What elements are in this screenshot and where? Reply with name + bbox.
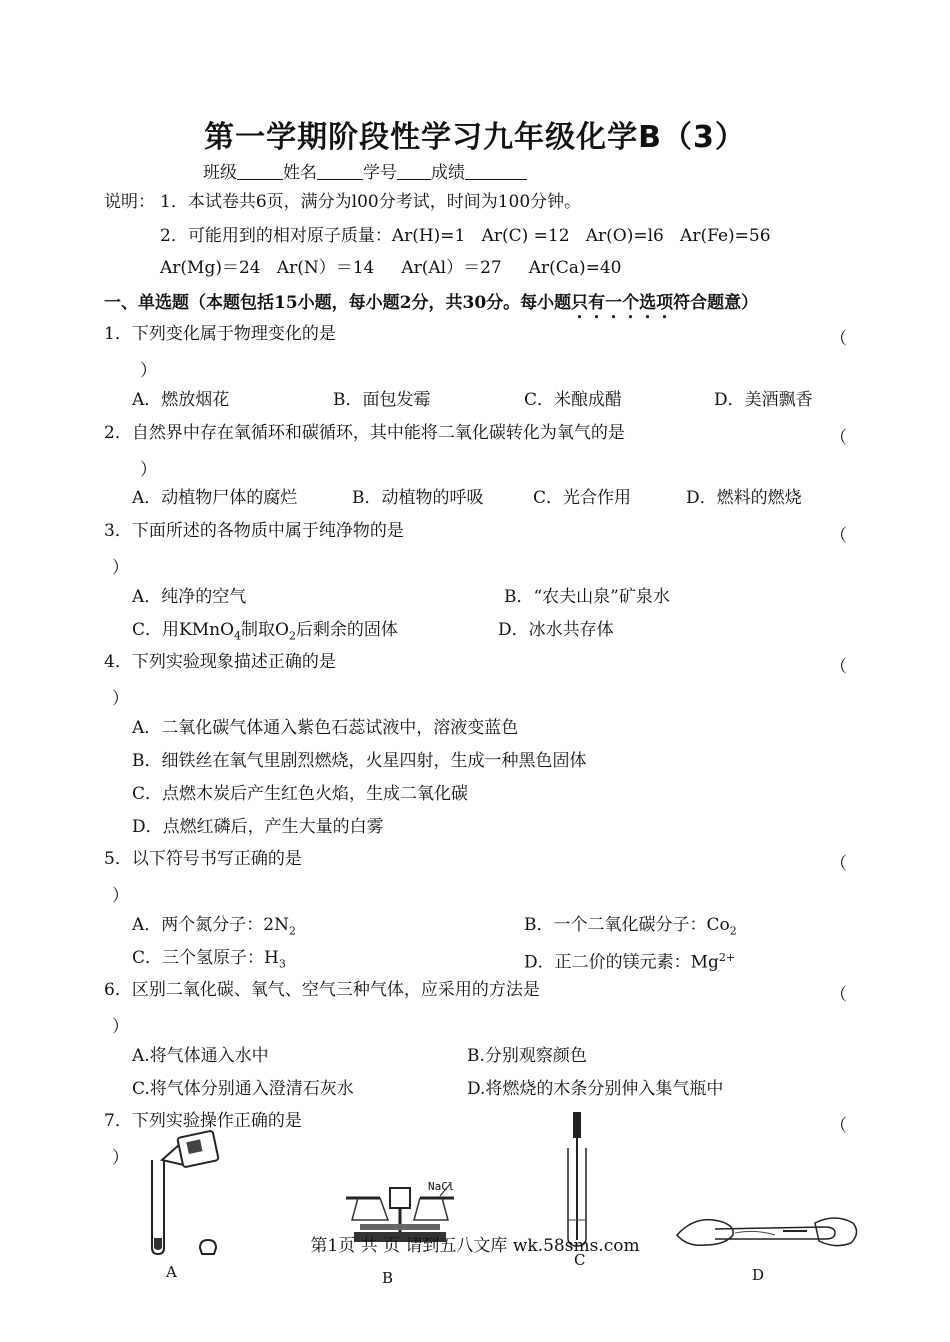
- q5-option-b: B．一个二氧化碳分子：$Co_2$: [524, 915, 737, 938]
- q1-option-a: A．燃放烟花: [132, 390, 230, 410]
- q2-paren-close: ）: [140, 460, 157, 480]
- note-3: Ar(Mg)＝24 Ar(N）＝14 Ar(Al）＝27 Ar(Ca)=40: [160, 258, 622, 278]
- figure-c-label: C: [574, 1251, 586, 1269]
- q7-paren-close: ）: [112, 1148, 129, 1168]
- q1-option-d: D．美酒飘香: [714, 390, 813, 410]
- q2-option-c: C．光合作用: [533, 488, 632, 508]
- figure-a-label: A: [166, 1263, 177, 1281]
- class-blank[interactable]: [237, 163, 283, 180]
- q2-option-a: A．动植物尸体的腐烂: [132, 488, 298, 508]
- id-blank[interactable]: [397, 163, 431, 180]
- q6-paren-close: ）: [112, 1017, 129, 1037]
- q7-stem: 7．下列实验操作正确的是: [104, 1111, 302, 1131]
- q2-paren-open: （: [830, 428, 847, 448]
- q6-paren-open: （: [830, 985, 847, 1005]
- notes-label: 说明：: [104, 192, 155, 212]
- page-footer: 第1页 共 页 请到五八文库 wk.58sms.com: [310, 1236, 640, 1256]
- q2-stem: 2．自然界中存在氧循环和碳循环，其中能将二氧化碳转化为氧气的是: [104, 423, 625, 443]
- q3-paren-close: ）: [112, 558, 129, 578]
- q1-option-c: C．米酿成醋: [524, 390, 623, 410]
- section-1-heading: 一、单选题（本题包括15小题，每小题2分，共30分。每小题只有一个选项符合题意）: [104, 293, 759, 313]
- id-label: 学号: [363, 163, 397, 183]
- name-blank[interactable]: [317, 163, 363, 180]
- q4-option-c: C．点燃木炭后产生红色火焰，生成二氧化碳: [132, 784, 469, 804]
- q1-option-b: B．面包发霉: [333, 390, 431, 410]
- emphasized-text: 只有一个选项: [571, 293, 674, 313]
- q2-option-b: B．动植物的呼吸: [352, 488, 484, 508]
- q4-paren-close: ）: [112, 689, 129, 709]
- q6-option-a: A.将气体通入水中: [132, 1046, 269, 1066]
- q7-paren-open: （: [830, 1116, 847, 1136]
- q6-option-c: C.将气体分别通入澄清石灰水: [132, 1079, 354, 1099]
- q1-paren-open: （: [830, 329, 847, 349]
- name-label: 姓名: [283, 163, 317, 183]
- page-title: 第一学期阶段性学习九年级化学B（3）: [204, 120, 746, 155]
- q4-option-b: B．细铁丝在氧气里剧烈燃烧，火星四射，生成一种黑色固体: [132, 751, 587, 771]
- q5-paren-close: ）: [112, 886, 129, 906]
- q4-stem: 4．下列实验现象描述正确的是: [104, 652, 336, 672]
- q3-option-b: B．“农夫山泉”矿泉水: [504, 587, 670, 607]
- q5-stem: 5．以下符号书写正确的是: [104, 849, 302, 869]
- figure-b-nacl-label: NaCl: [428, 1180, 455, 1193]
- q1-paren-close: ）: [140, 361, 157, 381]
- q3-stem: 3．下面所述的各物质中属于纯净物的是: [104, 521, 404, 541]
- figure-b-label: B: [382, 1269, 394, 1287]
- figure-d-label: D: [752, 1266, 765, 1284]
- q1-stem: 1．下列变化属于物理变化的是: [104, 324, 336, 344]
- q3-option-d: D．冰水共存体: [498, 620, 614, 640]
- q6-stem: 6．区别二氧化碳、氧气、空气三种气体，应采用的方法是: [104, 980, 540, 1000]
- figure-a-pouring-liquid: [140, 1130, 240, 1280]
- q3-option-c: C．用KMnO$_4$制取$O_2$后剩余的固体: [132, 620, 398, 643]
- q5-paren-open: （: [830, 854, 847, 874]
- q3-option-a: A．纯净的空气: [132, 587, 247, 607]
- score-blank[interactable]: [465, 163, 527, 180]
- q5-option-a: A．两个氮分子：$2N_2$: [132, 915, 296, 938]
- q5-option-d: D．正二价的镁元素：$Mg^{2+}$: [524, 951, 736, 973]
- class-label: 班级: [203, 163, 237, 183]
- q6-option-d: D.将燃烧的木条分别伸入集气瓶中: [467, 1079, 724, 1099]
- q5-option-c: C．三个氢原子：$H_3$: [132, 948, 286, 971]
- q3-paren-open: （: [830, 526, 847, 546]
- q4-option-a: A．二氧化碳气体通入紫色石蕊试液中，溶液变蓝色: [132, 718, 519, 738]
- note-1: 1．本试卷共6页，满分为l00分考试，时间为100分钟。: [160, 192, 582, 212]
- q4-paren-open: （: [830, 657, 847, 677]
- score-label: 成绩: [431, 163, 465, 183]
- student-info-line: [203, 158, 527, 183]
- q2-option-d: D．燃料的燃烧: [686, 488, 802, 508]
- q4-option-d: D．点燃红磷后，产生大量的白雾: [132, 817, 384, 837]
- q6-option-b: B.分别观察颜色: [467, 1046, 587, 1066]
- note-2: 2．可能用到的相对原子质量：Ar(H)=1 Ar(C) =12 Ar(O)=l6 Ar(Fe)=56: [160, 226, 771, 246]
